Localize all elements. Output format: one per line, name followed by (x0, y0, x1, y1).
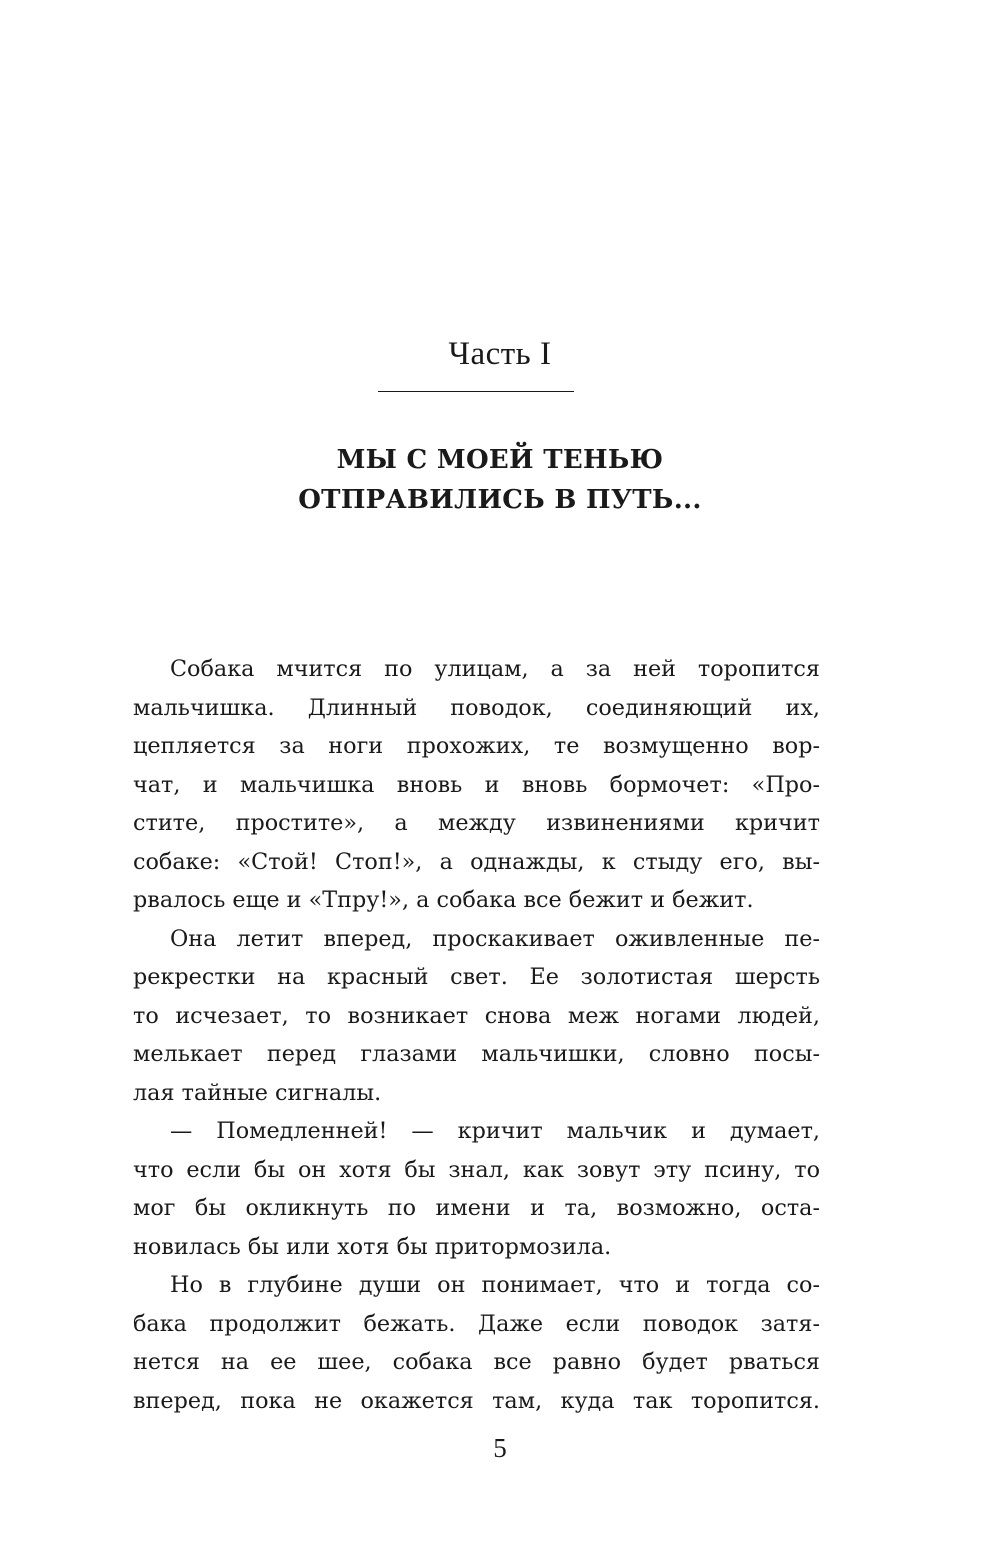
chapter-title-line: МЫ С МОЕЙ ТЕНЬЮ (336, 445, 664, 475)
text-line: мелькает перед глазами мальчишки, словно посы- (133, 1041, 820, 1067)
text-line: то исчезает, то возникает снова меж ногами людей, (133, 1002, 820, 1029)
text-line: нется на ее шее, собака все равно будет рваться (133, 1349, 820, 1375)
text-line: чат, и мальчишка вновь и вновь бормочет: «Про- (133, 771, 820, 798)
text-line: собаке: «Стой! Стоп!», а однажды, к стыду его, вы- (133, 848, 820, 875)
text-line: бака продолжит бежать. Даже если поводок затя- (133, 1310, 820, 1337)
chapter-title-line: ОТПРАВИЛИСЬ В ПУТЬ... (298, 485, 702, 515)
text-line: лая тайные сигналы. (133, 1079, 382, 1106)
text-line: вперед, пока не окажется там, куда так торопится. (133, 1387, 820, 1414)
chapter-title (0, 440, 1000, 520)
body-text (133, 650, 820, 1420)
text-line: стите, простите», а между извинениями кричит (133, 810, 820, 836)
page-number: 5 (493, 1433, 507, 1463)
text-line: Собака мчится по улицам, а за ней торопится (170, 656, 820, 682)
paragraph (133, 1112, 820, 1266)
part-label: Часть I (448, 336, 552, 372)
text-line: мог бы окликнуть по имени и та, возможно, оста- (133, 1195, 820, 1221)
paragraph (133, 650, 820, 920)
paragraph (133, 1266, 820, 1420)
text-line: Она летит вперед, проскакивает оживленные пе- (170, 925, 820, 952)
text-line: мальчишка. Длинный поводок, соединяющий их, (133, 694, 820, 721)
text-line: цепляется за ноги прохожих, те возмущенно вор- (133, 733, 820, 759)
part-divider (378, 391, 574, 392)
text-line: что если бы он хотя бы знал, как зовут эту псину, то (133, 1156, 820, 1183)
text-line: — Помедленней! — кричит мальчик и думает, (170, 1118, 820, 1144)
text-line: Но в глубине души он понимает, что и тогда со- (170, 1272, 820, 1298)
paragraph (133, 920, 820, 1113)
text-line: новилась бы или хотя бы притормозила. (133, 1233, 612, 1260)
text-line: рвалось еще и «Тпру!», а собака все бежит и бежит. (133, 887, 754, 913)
text-line: рекрестки на красный свет. Ее золотистая шерсть (133, 964, 820, 990)
